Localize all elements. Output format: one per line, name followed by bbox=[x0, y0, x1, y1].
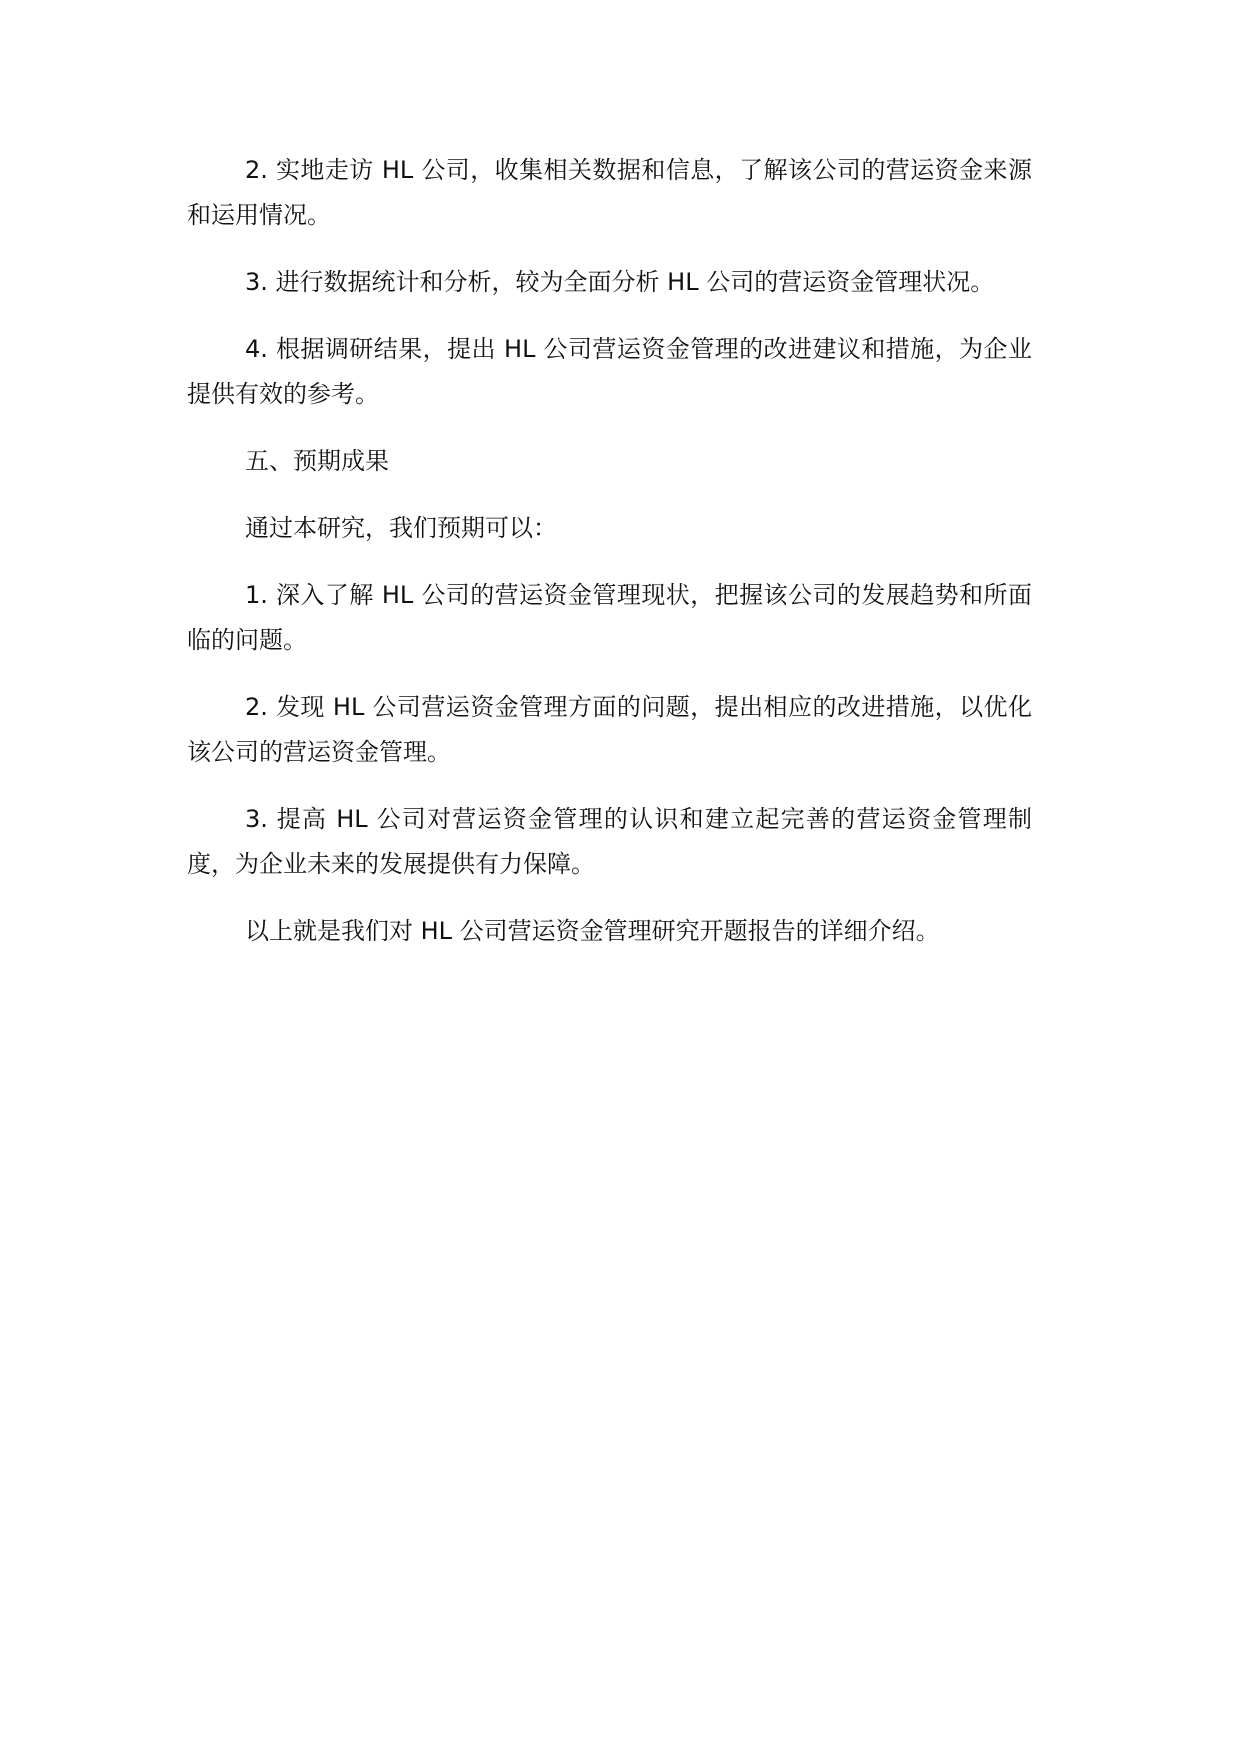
section-heading-expected-results: 五、预期成果 bbox=[245, 447, 389, 475]
expected-results-intro: 通过本研究，我们预期可以： bbox=[245, 514, 557, 542]
closing-paragraph: 以上就是我们对 HL 公司营运资金管理研究开题报告的详细介绍。 bbox=[245, 917, 940, 945]
expected-result-item-1: 1. 深入了解 HL 公司的营运资金管理现状，把握该公司的发展趋势和所面临的问题。 bbox=[187, 581, 1032, 654]
method-item-3: 3. 进行数据统计和分析，较为全面分析 HL 公司的营运资金管理状况。 bbox=[245, 268, 995, 296]
expected-result-item-3: 3. 提高 HL 公司对营运资金管理的认识和建立起完善的营运资金管理制度，为企业未来的发展提供有力保障。 bbox=[187, 805, 1032, 878]
expected-result-item-2: 2. 发现 HL 公司营运资金管理方面的问题，提出相应的改进措施，以优化该公司的营运资金管理。 bbox=[187, 693, 1032, 766]
method-item-2: 2. 实地走访 HL 公司，收集相关数据和信息，了解该公司的营运资金来源和运用情况。 bbox=[187, 156, 1032, 229]
method-item-4: 4. 根据调研结果，提出 HL 公司营运资金管理的改进建议和措施，为企业提供有效的参考。 bbox=[187, 335, 1032, 408]
document-body bbox=[187, 148, 1032, 976]
